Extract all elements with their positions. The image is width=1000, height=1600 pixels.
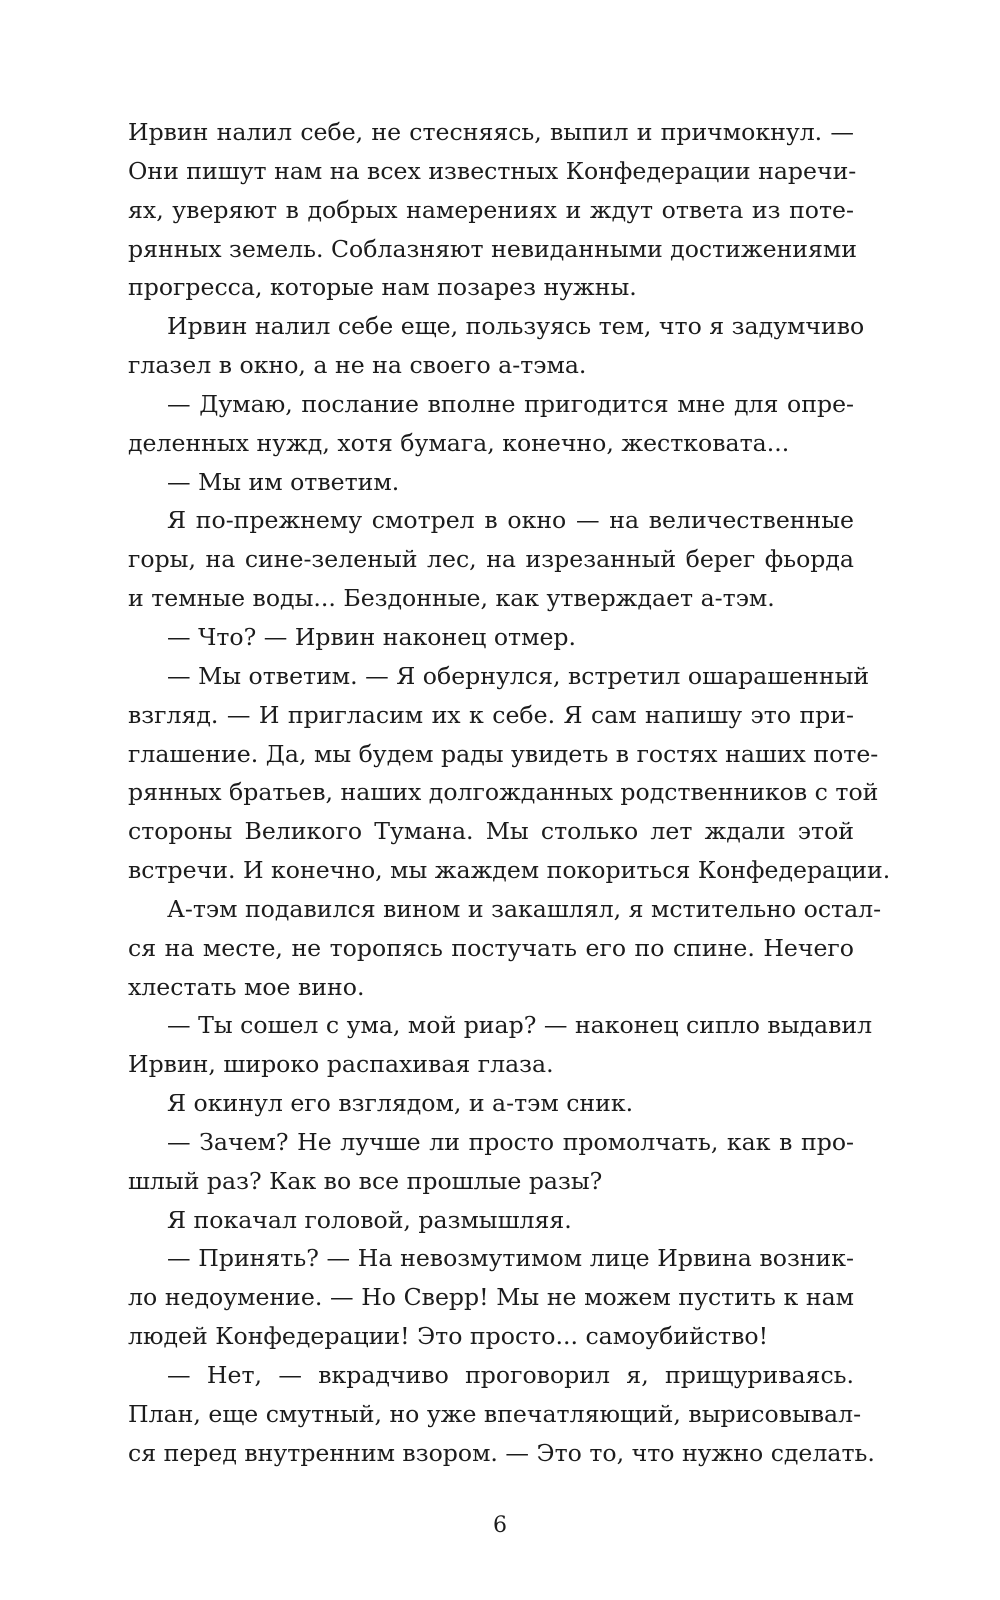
text-line: деленных нужд, хотя бумага, конечно, жестковата... (128, 428, 790, 457)
text-line: взгляд. — И пригласим их к себе. Я сам напишу это при- (128, 700, 854, 729)
text-line: ся на месте, не торопясь постучать его по спине. Нечего (128, 933, 854, 962)
text-line: — Нет, — вкрадчиво проговорил я, прищуриваясь. (167, 1361, 854, 1389)
body-text (128, 113, 891, 1473)
text-line: прогресса, которые нам позарез нужны. (128, 273, 637, 302)
text-line: ся перед внутренним взором. — Это то, что нужно сделать. (128, 1438, 875, 1467)
text-line: горы, на сине-зеленый лес, на изрезанный берег фьорда (128, 545, 854, 574)
text-line: Ирвин налил себе, не стесняясь, выпил и причмокнул. — (128, 118, 854, 146)
text-line: ло недоумение. — Но Сверр! Мы не можем пустить к нам (128, 1283, 854, 1312)
text-line: Ирвин, широко распахивая глаза. (128, 1050, 554, 1079)
text-line: Ирвин налил себе еще, пользуясь тем, что я задумчиво (167, 312, 865, 341)
text-line: хлестать мое вино. (128, 972, 365, 1001)
text-line: Я покачал головой, размышляя. (167, 1205, 572, 1234)
text-line: План, еще смутный, но уже впечатляющий, вырисовывал- (128, 1399, 862, 1428)
text-line: и темные воды... Бездонные, как утверждает а-тэм. (128, 584, 775, 613)
text-line: глазел в окно, а не на своего а-тэма. (128, 351, 587, 380)
text-line: ях, уверяют в добрых намерениях и ждут ответа из поте- (128, 195, 854, 224)
text-line: — Что? — Ирвин наконец отмер. (167, 622, 577, 651)
text-line: — Зачем? Не лучше ли просто промолчать, как в про- (167, 1127, 854, 1156)
text-line: А-тэм подавился вином и закашлял, я мстительно остал- (167, 894, 882, 923)
text-line: — Мы им ответим. (167, 467, 400, 496)
text-line: Я по-прежнему смотрел в окно — на величественные (167, 506, 854, 535)
text-line: глашение. Да, мы будем рады увидеть в гостях наших поте- (128, 739, 879, 768)
text-line: рянных земель. Соблазняют невиданными достижениями (128, 234, 857, 263)
text-line: людей Конфедерации! Это просто... самоубийство! (128, 1322, 769, 1351)
text-line: — Ты сошел с ума, мой риар? — наконец сипло выдавил (167, 1011, 873, 1040)
page-number: 6 (493, 1513, 507, 1538)
text-line: Они пишут нам на всех известных Конфедерации наречи- (128, 156, 857, 185)
text-line: встречи. И конечно, мы жаждем покориться Конфедерации. (128, 856, 891, 885)
text-line: — Принять? — На невозмутимом лице Ирвина возник- (167, 1244, 854, 1273)
text-line: стороны Великого Тумана. Мы столько лет ждали этой (128, 817, 854, 846)
text-line: шлый раз? Как во все прошлые разы? (128, 1166, 603, 1195)
text-line: — Мы ответим. — Я обернулся, встретил ошарашенный (167, 661, 870, 690)
text-line: рянных братьев, наших долгожданных родственников с той (128, 778, 879, 807)
text-line: — Думаю, послание вполне пригодится мне для опре- (167, 389, 854, 418)
text-line: Я окинул его взглядом, и а-тэм сник. (167, 1089, 634, 1118)
